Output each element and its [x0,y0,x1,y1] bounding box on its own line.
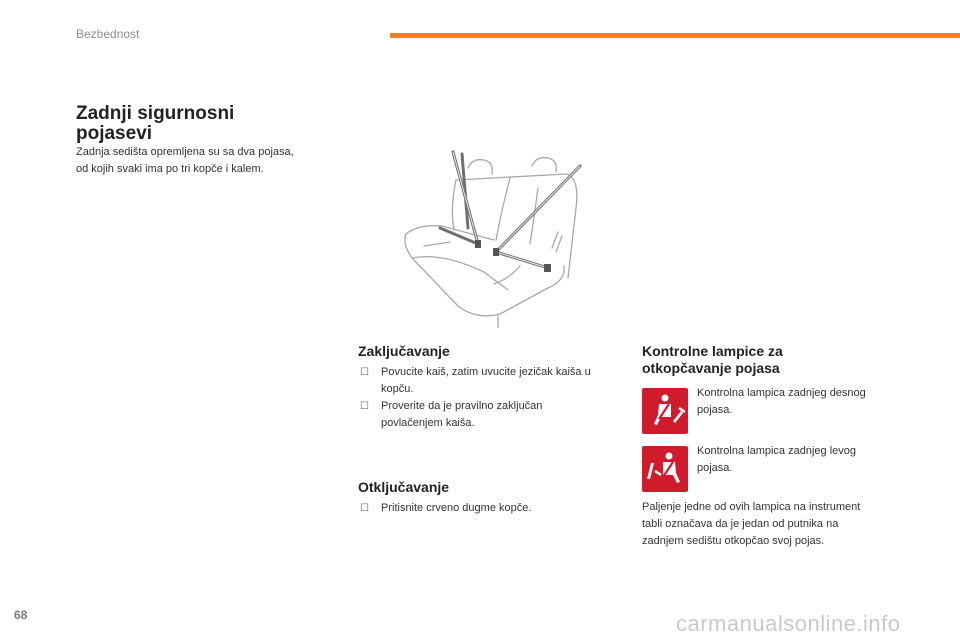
warning-lamps-heading: Kontrolne lampice za otkopčavanje pojasa [642,343,783,376]
page-title-line-2: pojasevi [76,123,153,144]
locking-heading: Zaključavanje [358,343,450,359]
unlocking-heading: Otključavanje [358,479,450,495]
unlocking-step-1: ☐ Pritisnite crveno dugme kopče. [358,500,628,517]
locking-instructions [358,364,628,432]
seatbelt-left-rear-warning-icon [642,446,688,492]
checkbox-bullet-icon: ☐ [360,401,369,412]
page-number: 68 [14,608,28,622]
section-label: Bezbednost [76,27,140,41]
checkbox-bullet-icon: ☐ [360,503,369,514]
unlocking-instructions [358,500,628,517]
locking-step-2: ☐ Proverite da je pravilno zaključan povlačenjem kaiša. [360,400,543,429]
page-title [76,104,234,144]
page-title-line-1: Zadnji sigurnosni [76,103,235,124]
warning-lamps-note: Paljenje jedne od ovih lampica na instrument tabli označava da je jedan od putnika na zadnjem sedištu otkopčao svoj pojas. [642,501,861,547]
intro-paragraph [76,144,336,178]
intro-line-2: od kojih svaki ima po tri kopče i kalem. [76,163,264,175]
left-rear-lamp-description: Kontrolna lampica zadnjeg levog pojasa. [697,445,856,474]
header-accent-bar [390,33,960,38]
checkbox-bullet-icon: ☐ [360,367,369,378]
rear-seat-illustration [398,148,588,328]
locking-step-1: ☐ Povucite kaiš, zatim uvucite jezičak kaiša u kopču. [360,366,591,395]
right-rear-lamp-description: Kontrolna lampica zadnjeg desnog pojasa. [697,387,866,416]
watermark-text: carmanualsonline.info [676,611,901,636]
intro-line-1: Zadnja sedišta opremljena su sa dva pojasa, [76,146,294,158]
seatbelt-right-rear-warning-icon [642,388,688,434]
